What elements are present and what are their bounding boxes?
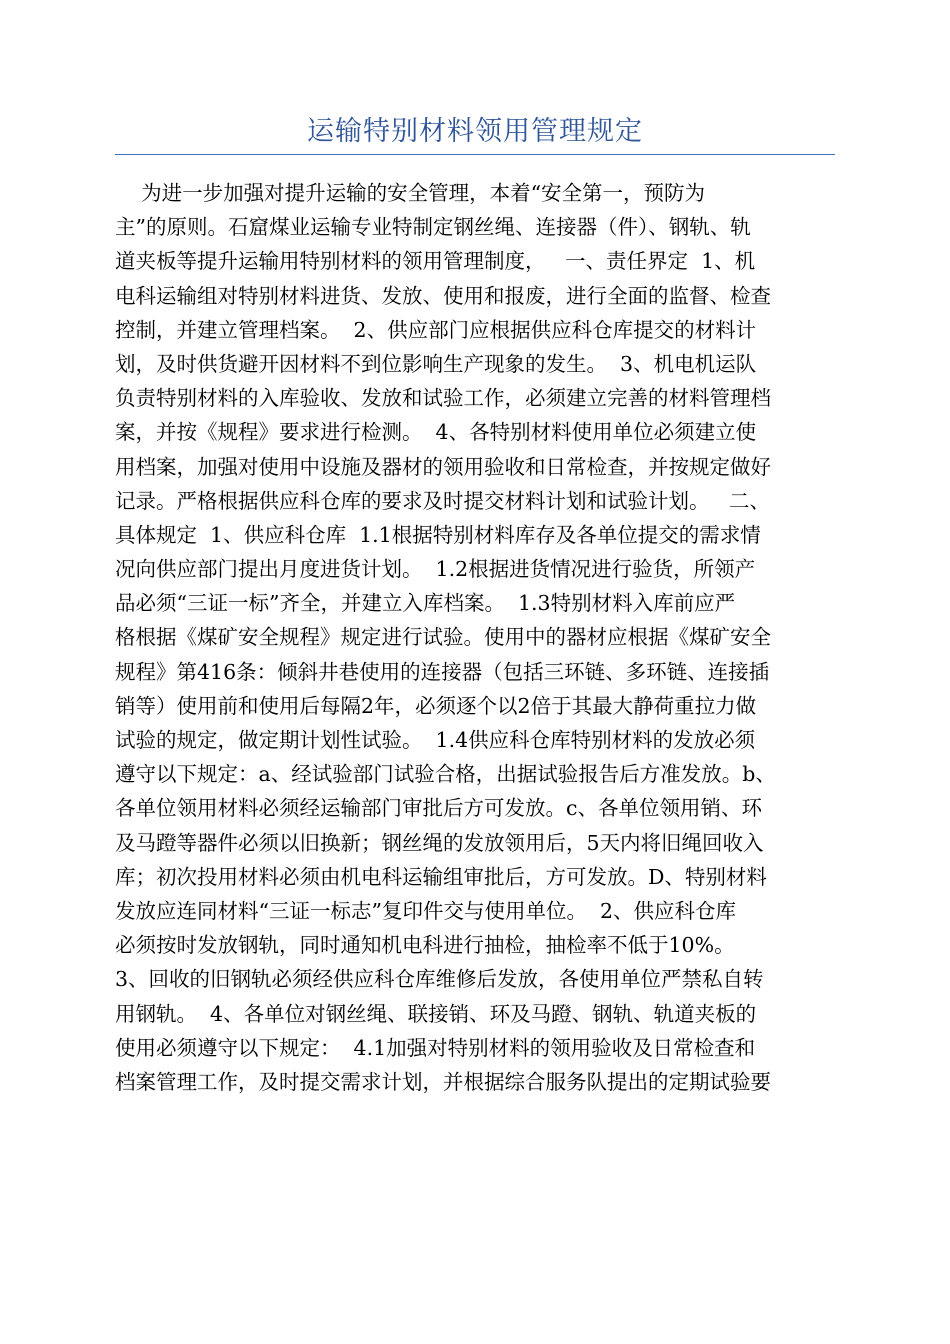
body-line: 划，及时供货避开因材料不到位影响生产现象的发生。 3、机电机运队 — [115, 351, 757, 376]
body-line: 各单位领用材料必须经运输部门审批后方可发放。c、各单位领用销、环 — [115, 796, 762, 821]
body-paragraph — [115, 176, 835, 1099]
body-line: 销等）使用前和使用后每隔2年，必须逐个以2倍于其最大静荷重拉力做 — [115, 693, 757, 718]
body-line: 及马蹬等器件必须以旧换新；钢丝绳的发放领用后，5天内将旧绳回收入 — [115, 830, 764, 855]
body-line: 使用必须遵守以下规定： 4.1加强对特别材料的领用验收及日常检查和 — [115, 1035, 756, 1060]
body-line: 为进一步加强对提升运输的安全管理，本着“安全第一，预防为 — [115, 181, 706, 205]
body-line: 案，并按《规程》要求进行检测。 4、各特别材料使用单位必须建立使 — [115, 420, 757, 445]
title-underline — [115, 154, 835, 155]
body-line: 道夹板等提升运输用特别材料的领用管理制度， 一、责任界定 1、机 — [115, 249, 756, 274]
body-line: 主”的原则。石窟煤业运输专业特制定钢丝绳、连接器（件）、钢轨、轨 — [115, 215, 751, 240]
body-line: 用档案，加强对使用中设施及器材的领用验收和日常检查，并按规定做好 — [115, 454, 771, 479]
body-line: 格根据《煤矿安全规程》规定进行试验。使用中的器材应根据《煤矿安全 — [115, 625, 771, 650]
body-line: 品必须“三证一标”齐全，并建立入库档案。 1.3特别材料入库前应严 — [115, 591, 736, 616]
body-line: 遵守以下规定：a、经试验部门试验合格，出据试验报告后方准发放。b、 — [115, 762, 776, 787]
body-line: 3、回收的旧钢轨必须经供应科仓库维修后发放，各使用单位严禁私自转 — [115, 967, 764, 992]
page-title: 运输特别材料领用管理规定 — [307, 116, 643, 147]
body-line: 发放应连同材料“三证一标志”复印件交与使用单位。 2、供应科仓库 — [115, 898, 737, 923]
body-line: 用钢轨。 4、各单位对钢丝绳、联接销、环及马蹬、钢轨、轨道夹板的 — [115, 1001, 757, 1026]
body-line: 具体规定 1、供应科仓库 1.1根据特别材料库存及各单位提交的需求情 — [115, 522, 761, 547]
body-line: 电科运输组对特别材料进货、发放、使用和报废，进行全面的监督、检查 — [115, 283, 771, 308]
body-line: 控制，并建立管理档案。 2、供应部门应根据供应科仓库提交的材料计 — [115, 317, 757, 342]
body-line: 必须按时发放钢轨，同时通知机电科进行抽检，抽检率不低于10%。 — [115, 933, 735, 958]
body-line: 规程》第416条：倾斜井巷使用的连接器（包括三环链、多环链、连接插 — [115, 659, 770, 684]
body-line: 试验的规定，做定期计划性试验。 1.4供应科仓库特别材料的发放必须 — [115, 728, 756, 752]
body-line: 记录。严格根据供应科仓库的要求及时提交材料计划和试验计划。 二、 — [115, 488, 771, 513]
body-line: 负责特别材料的入库验收、发放和试验工作，必须建立完善的材料管理档 — [115, 386, 771, 411]
body-line: 况向供应部门提出月度进货计划。 1.2根据进货情况进行验货，所领产 — [115, 557, 756, 582]
body-line: 档案管理工作，及时提交需求计划，并根据综合服务队提出的定期试验要 — [115, 1069, 771, 1094]
body-line: 库；初次投用材料必须由机电科运输组审批后，方可发放。D、特别材料 — [115, 864, 767, 889]
